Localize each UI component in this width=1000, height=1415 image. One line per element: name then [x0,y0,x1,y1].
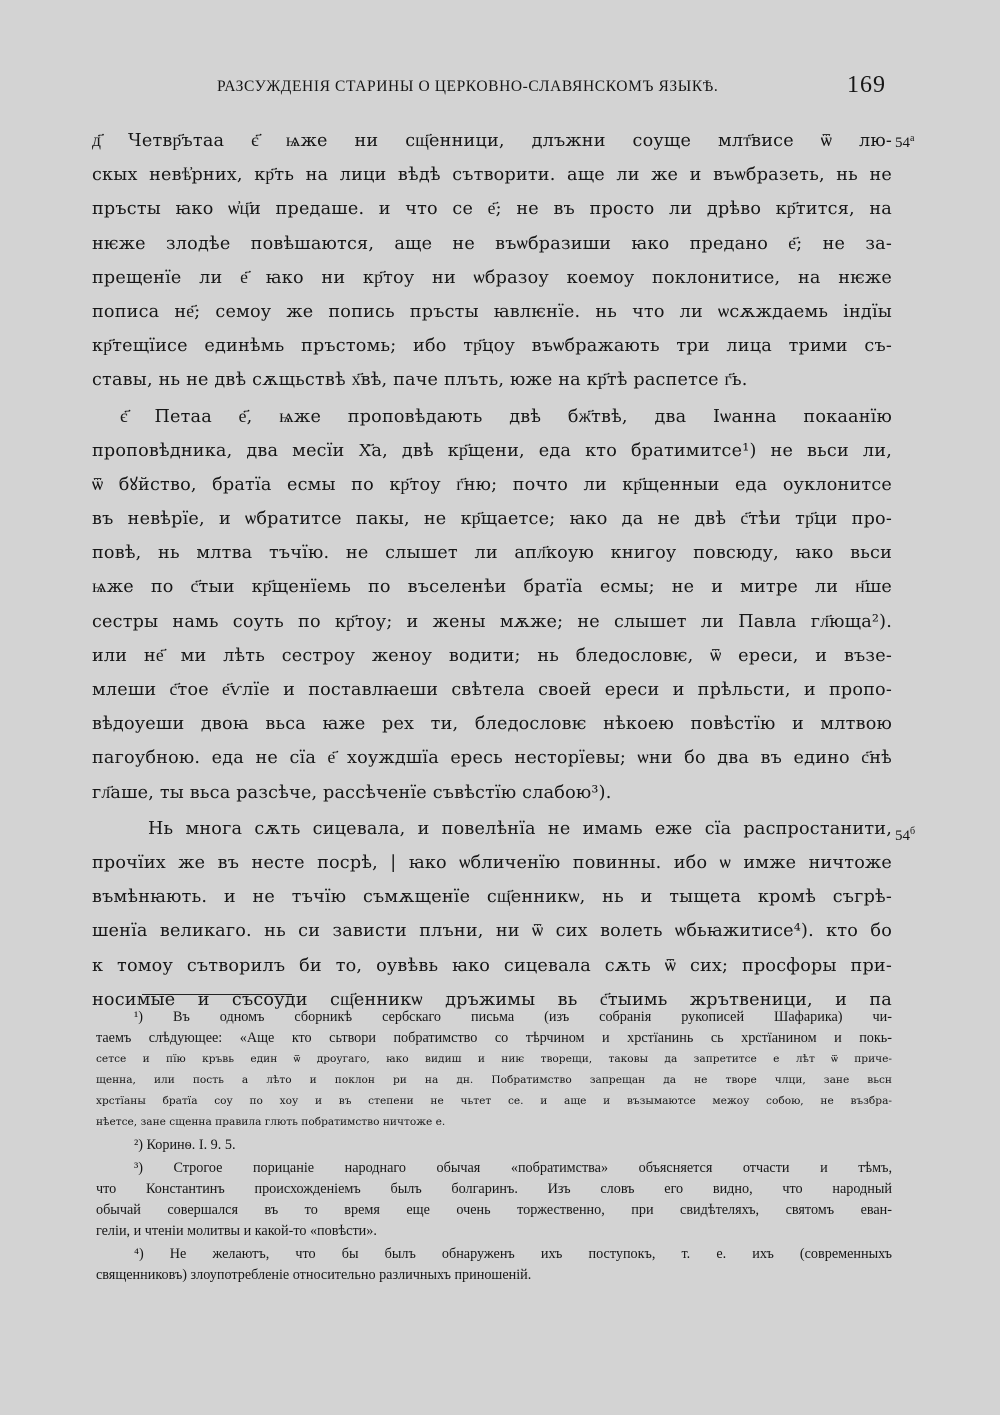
text-line: въ невѣрїе, и ѡбратитсе пакы, не кр҃щаетсе; ꙗко да не двѣ с҃тѣи тр҃ци про- [92,509,892,530]
text-line: ѩже по с҃тыи кр҃щенїемь по въселенѣи братїа есмы; не и митре ли н҃ше [92,577,892,598]
text-line: прочїих же въ несте посрѣ, | ꙗко ѡбличенїю повинны. ибо ѡ имже ничтоже [92,852,892,873]
footnote-1 [96,1007,892,1133]
margin-note-number: 54 [895,828,910,844]
footnote-separator [142,994,292,995]
footnote-line: хрстїаны братїа соу по хоу и въ степени не чьтет се. и аще и възымаютсе межоу собою, не възбра- [96,1095,892,1107]
margin-note-54a [895,133,914,152]
footnote-line: щенна, или пость а лѣто и поклон ри на дн. Побратимство запрещан да не творе члци, зане вьсн [96,1074,892,1086]
text-line: или не҃ ми лѣть сестроу женоу водити; нь бледословѥ, ѿ ереси, и възе- [92,645,892,666]
text-line: проповѣдника, два месїи Х҃а, двѣ кр҃щени, еда кто братимитсе¹) не вьси ли, [92,440,892,461]
text-line: въмѣнꙗють. и не тъчїю съмѫщенїе сщ҃енникѡ, нь и тыщета кромѣ съгрѣ- [92,887,892,908]
margin-note-number: 54 [895,135,910,151]
paragraph [92,124,892,398]
text-line: ѿ бꙋйство, братїа есмы по кр҃тоу г҃ню; почто ли кр҃щенныи еда оуклонитсе [92,474,892,495]
text-line: ставы, нь не двѣ сѫщьствѣ х҃вѣ, паче плъть, юже на кр҃тѣ распетсе г҃ь. [92,370,748,391]
footnote-3 [96,1158,892,1242]
text-line: є҃ Петаа е҃, ѩже проповѣдають двѣ бж҃твѣ, два Іѡанна покаанїю [120,406,892,427]
footnote-line: нѣетсе, зане сщенна правила глють побратимство ничтоже е. [96,1116,446,1128]
running-title: РАЗСУЖДЕНІЯ СТАРИНЫ О ЦЕРКОВНО-СЛАВЯНСКОМЪ ЯЗЫКѢ. [217,78,719,95]
footnote-line: таемъ слѣдующее: «Аще кто сьтвори побратимство со тѣрчином и хрстїанинь сь хрстїанином и покь- [96,1030,892,1046]
footnote-4 [96,1244,892,1286]
text-line: нѥже злодѣе повѣшаются, аще не въѡбразиши ꙗко предано е҃; не за- [92,233,892,254]
text-line: кр҃тещїисе единѣмь пръстомь; ибо тр҃цоу въѡбражають три лица трими съ- [92,336,892,357]
paragraph [92,400,892,810]
footnote-line: ³) Строгое порицаніе народнаго обычая «побратимства» объясняется отчасти и тѣмъ, [134,1160,892,1176]
footnote-line: священниковъ) злоупотребленіе относительно различныхъ приношеній. [96,1267,532,1283]
footnote-line: что Константинъ происхожденіемъ былъ болгаринъ. Изъ словъ его видно, что народный [96,1181,892,1197]
text-line: носимые и съсоуди сщ҃енникѡ дръжимы вь с҃тыимь жрътвеници, и па [92,989,892,1010]
footnote-line: ²) Коринѳ. I. 9. 5. [134,1137,236,1153]
margin-note-letter: a [910,133,915,144]
page-number: 169 [847,72,886,98]
text-line: сестры намь соуть по кр҃тоу; и жены мѫже; не слышет ли Павла гл҃юща²). [92,611,892,632]
text-line: к томоу сътворилъ би то, оувѣвь ꙗко сицевала сѫть ѿ сих; просфоры при- [92,955,892,976]
footnote-2 [96,1135,892,1156]
footnotes [96,1007,892,1286]
text-line: вѣдоуеши двоꙗ вьса ꙗже рех ти, бледословѥ нѣкоею повѣстїю и млтвою [92,714,892,735]
text-line: пагоубною. еда не сїа е҃ хоуждшїа ересь несторїевы; ѡни бо два въ едино с҃нѣ [92,748,892,769]
text-line: прещенїе ли е҃ ꙗко ни кр҃тоу ни ѡбразоу коемоу поклонитисе, на нѥже [92,267,892,288]
text-line: млеши с҃тое е҃ѵлїе и поставлꙗеши свѣтела своей ереси и прѣльсти, и пропо- [92,680,892,700]
footnote-line: ¹) Въ одномъ сборникѣ сербскаго письма (изъ собранія рукописей Шафарика) чи- [134,1009,892,1025]
margin-note-54b [895,826,915,845]
page-header [0,74,1000,104]
footnote-line: сетсе и пїю кръвь един ѿ дроугаго, ꙗко видиш и ниѥ творещи, таковы да запретитсе е лѣт ѿ причe- [96,1053,892,1065]
text-line: пръсты ꙗко ѡ҆ц҃и предаше. и что се е҃; не въ просто ли дрѣво кр҃тится, на [92,199,892,220]
text-line: д҃ Четвр҃ътаа є҃ ѩже ни сщ҃енници, длъжни соуще млт҃висе ѿ лю- [92,131,892,151]
text-line: повѣ, нь млтва тъчїю. не слышет ли апл҃коую книгоу повсюду, ꙗко вьси [92,543,892,564]
margin-note-letter: б [910,826,916,837]
main-text [92,124,892,1017]
footnote-line: геліи, и чтеніи молитвы и какой-то «повѣсти». [96,1223,377,1239]
text-line: пописа не҃; семоу же попись пръсты ꙗвлѥнїе. нь что ли ѡсѫждаемь індїы [92,301,892,322]
text-line: скых невѣ҆рних, кр҃ть на лици вѣдѣ сътворити. аще ли же и въѡбразеть, нь не [92,165,892,186]
text-line: гл҃аше, ты вьса разсѣче, рассѣченїе съвѣстїю слабою³). [92,782,612,803]
footnote-line: обычай совершался въ то время еще очень торжественно, при свидѣтеляхъ, святомъ еван- [96,1202,892,1218]
paragraph [92,812,892,1017]
footnote-line: ⁴) Не желаютъ, что бы былъ обнаруженъ ихъ поступокъ, т. е. ихъ (современныхъ [134,1246,892,1262]
text-line: Нь многа сѫть сицевала, и повелѣнїа не имамь еже сїа распростанити, [148,818,892,839]
text-line: шенїа великаго. нь си зависти плъни, ни ѿ сих волеть ѡбьꙗжитисе⁴). кто бо [92,921,892,942]
